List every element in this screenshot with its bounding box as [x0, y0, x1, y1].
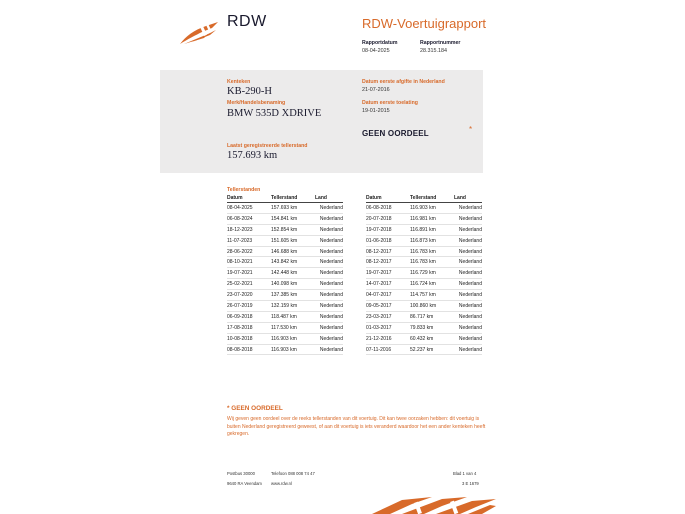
reading-country: Nederland — [454, 301, 482, 312]
reading-odometer: 100.860 km — [410, 301, 454, 312]
reading-country: Nederland — [454, 257, 482, 268]
reading-odometer: 116.981 km — [410, 213, 454, 224]
readings-table-right — [366, 194, 482, 355]
reading-odometer: 60.432 km — [410, 333, 454, 344]
reading-date: 01-06-2018 — [366, 235, 410, 246]
reading-country: Nederland — [454, 213, 482, 224]
reading-country: Nederland — [315, 279, 343, 290]
reading-odometer: 116.783 km — [410, 257, 454, 268]
reading-odometer: 143.842 km — [271, 257, 315, 268]
reading-row — [227, 224, 343, 235]
reading-odometer: 116.724 km — [410, 279, 454, 290]
reading-country: Nederland — [454, 322, 482, 333]
vehicle-summary-panel — [160, 70, 483, 173]
reading-date: 11-07-2023 — [227, 235, 271, 246]
reading-country: Nederland — [454, 279, 482, 290]
readings-table-left — [227, 194, 343, 355]
reading-odometer: 157.693 km — [271, 203, 315, 214]
reading-row — [227, 268, 343, 279]
reading-date: 08-10-2021 — [227, 257, 271, 268]
reading-country: Nederland — [454, 344, 482, 355]
reading-country: Nederland — [454, 333, 482, 344]
reading-date: 08-04-2025 — [227, 203, 271, 214]
reading-country: Nederland — [315, 257, 343, 268]
reading-row — [227, 235, 343, 246]
verdict: GEEN OORDEEL — [362, 129, 429, 138]
reading-country: Nederland — [454, 203, 482, 214]
first-admission-label: Datum eerste toelating — [362, 100, 418, 106]
reading-row — [227, 301, 343, 312]
reading-row — [366, 203, 482, 214]
plate-label: Kenteken — [227, 79, 251, 85]
reading-odometer: 140.098 km — [271, 279, 315, 290]
reading-row — [366, 301, 482, 312]
rdw-wing-decoration-icon — [372, 496, 496, 514]
reading-row — [366, 333, 482, 344]
reading-date: 07-11-2016 — [366, 344, 410, 355]
first-nl-date: 21-07-2016 — [362, 87, 390, 93]
reading-odometer: 52.237 km — [410, 344, 454, 355]
report-date: 08-04-2025 — [362, 48, 390, 54]
note-text: Wij geven geen oordeel over de reeks tellerstanden van dit voertuig. Dit kan twee oorzaken hebben: dit voertuig is buiten Nederland geregistreerd geweest, of aan dit voertuig is iets veranderd waardoor het een ander kenteken heeft gekregen. — [227, 416, 486, 438]
report-number: 28.315.184 — [420, 48, 447, 54]
report-number-label: Rapportnummer — [420, 40, 461, 46]
reading-date: 21-12-2016 — [366, 333, 410, 344]
report-date-label: Rapportdatum — [362, 40, 398, 46]
footer-code: 3 E 1679 — [462, 481, 479, 486]
reading-date: 23-03-2017 — [366, 311, 410, 322]
reading-row — [366, 268, 482, 279]
reading-row — [366, 224, 482, 235]
reading-odometer: 118.487 km — [271, 311, 315, 322]
reading-row — [227, 246, 343, 257]
reading-date: 19-07-2021 — [227, 268, 271, 279]
reading-row — [366, 311, 482, 322]
brand-name: RDW — [227, 13, 267, 30]
reading-country: Nederland — [454, 268, 482, 279]
reading-country: Nederland — [315, 301, 343, 312]
license-plate: KB-290-H — [227, 86, 272, 97]
reading-date: 14-07-2017 — [366, 279, 410, 290]
note-title: * GEEN OORDEEL — [227, 405, 283, 412]
reading-odometer: 154.841 km — [271, 213, 315, 224]
footer-phone: Telefoon 088 008 74 47 — [271, 471, 315, 476]
reading-odometer: 137.385 km — [271, 290, 315, 301]
footer-city: 9640 RA Veendam — [227, 481, 262, 486]
reading-country: Nederland — [315, 235, 343, 246]
reading-date: 19-07-2018 — [366, 224, 410, 235]
reading-country: Nederland — [315, 213, 343, 224]
reading-odometer: 152.854 km — [271, 224, 315, 235]
col-country: Land — [454, 194, 482, 203]
reading-row — [366, 322, 482, 333]
reading-date: 08-12-2017 — [366, 257, 410, 268]
reading-country: Nederland — [315, 290, 343, 301]
reading-date: 06-09-2018 — [227, 311, 271, 322]
reading-country: Nederland — [315, 203, 343, 214]
footer-postbus: Postbus 30000 — [227, 471, 255, 476]
reading-country: Nederland — [315, 311, 343, 322]
col-country: Land — [315, 194, 343, 203]
reading-row — [227, 311, 343, 322]
reading-date: 08-08-2018 — [227, 344, 271, 355]
reading-date: 06-08-2024 — [227, 213, 271, 224]
reading-odometer: 151.605 km — [271, 235, 315, 246]
last-odometer: 157.693 km — [227, 150, 278, 161]
reading-odometer: 116.891 km — [410, 224, 454, 235]
odometer-label: Laatst geregistreerde tellerstand — [227, 143, 308, 149]
reading-date: 18-12-2023 — [227, 224, 271, 235]
col-date: Datum — [366, 194, 410, 203]
reading-country: Nederland — [454, 246, 482, 257]
reading-row — [227, 344, 343, 355]
first-nl-label: Datum eerste afgifte in Nederland — [362, 79, 445, 85]
reading-odometer: 116.903 km — [271, 344, 315, 355]
reading-date: 28-06-2022 — [227, 246, 271, 257]
reading-row — [227, 333, 343, 344]
reading-odometer: 116.903 km — [271, 333, 315, 344]
reading-odometer: 116.783 km — [410, 246, 454, 257]
reading-odometer: 86.717 km — [410, 311, 454, 322]
reading-odometer: 114.757 km — [410, 290, 454, 301]
reading-row — [366, 290, 482, 301]
reading-country: Nederland — [315, 333, 343, 344]
reading-date: 20-07-2018 — [366, 213, 410, 224]
readings-title: Tellerstanden — [227, 187, 261, 193]
reading-row — [366, 344, 482, 355]
reading-odometer: 116.873 km — [410, 235, 454, 246]
col-odometer: Tellerstand — [410, 194, 454, 203]
reading-odometer: 132.159 km — [271, 301, 315, 312]
footer-website: www.rdw.nl — [271, 481, 292, 486]
reading-row — [227, 279, 343, 290]
first-admission-date: 19-01-2015 — [362, 108, 390, 114]
reading-country: Nederland — [454, 311, 482, 322]
reading-date: 06-08-2018 — [366, 203, 410, 214]
vehicle-make: BMW 535D XDRIVE — [227, 108, 322, 119]
reading-country: Nederland — [454, 235, 482, 246]
reading-country: Nederland — [315, 224, 343, 235]
reading-odometer: 79.833 km — [410, 322, 454, 333]
reading-date: 23-07-2020 — [227, 290, 271, 301]
reading-country: Nederland — [315, 322, 343, 333]
col-date: Datum — [227, 194, 271, 203]
reading-row — [227, 290, 343, 301]
reading-country: Nederland — [315, 246, 343, 257]
reading-country: Nederland — [315, 268, 343, 279]
reading-row — [227, 203, 343, 214]
reading-odometer: 116.903 km — [410, 203, 454, 214]
reading-row — [227, 257, 343, 268]
reading-row — [366, 246, 482, 257]
reading-row — [366, 213, 482, 224]
rdw-logo-icon — [178, 20, 220, 46]
reading-date: 04-07-2017 — [366, 290, 410, 301]
reading-date: 25-02-2021 — [227, 279, 271, 290]
reading-country: Nederland — [454, 224, 482, 235]
reading-date: 17-08-2018 — [227, 322, 271, 333]
reading-row — [227, 213, 343, 224]
reading-country: Nederland — [315, 344, 343, 355]
reading-odometer: 117.530 km — [271, 322, 315, 333]
reading-odometer: 116.729 km — [410, 268, 454, 279]
verdict-asterisk: * — [469, 125, 473, 134]
footer-page: Blad 1 van 4 — [453, 471, 477, 476]
reading-date: 19-07-2017 — [366, 268, 410, 279]
reading-odometer: 146.688 km — [271, 246, 315, 257]
reading-row — [227, 322, 343, 333]
report-title: RDW-Voertuigrapport — [362, 16, 487, 31]
reading-date: 10-08-2018 — [227, 333, 271, 344]
reading-row — [366, 235, 482, 246]
reading-date: 26-07-2019 — [227, 301, 271, 312]
make-label: Merk/Handelsbenaming — [227, 100, 286, 106]
reading-row — [366, 279, 482, 290]
reading-date: 08-12-2017 — [366, 246, 410, 257]
col-odometer: Tellerstand — [271, 194, 315, 203]
reading-date: 09-05-2017 — [366, 301, 410, 312]
reading-country: Nederland — [454, 290, 482, 301]
reading-row — [366, 257, 482, 268]
reading-odometer: 142.448 km — [271, 268, 315, 279]
reading-date: 01-03-2017 — [366, 322, 410, 333]
